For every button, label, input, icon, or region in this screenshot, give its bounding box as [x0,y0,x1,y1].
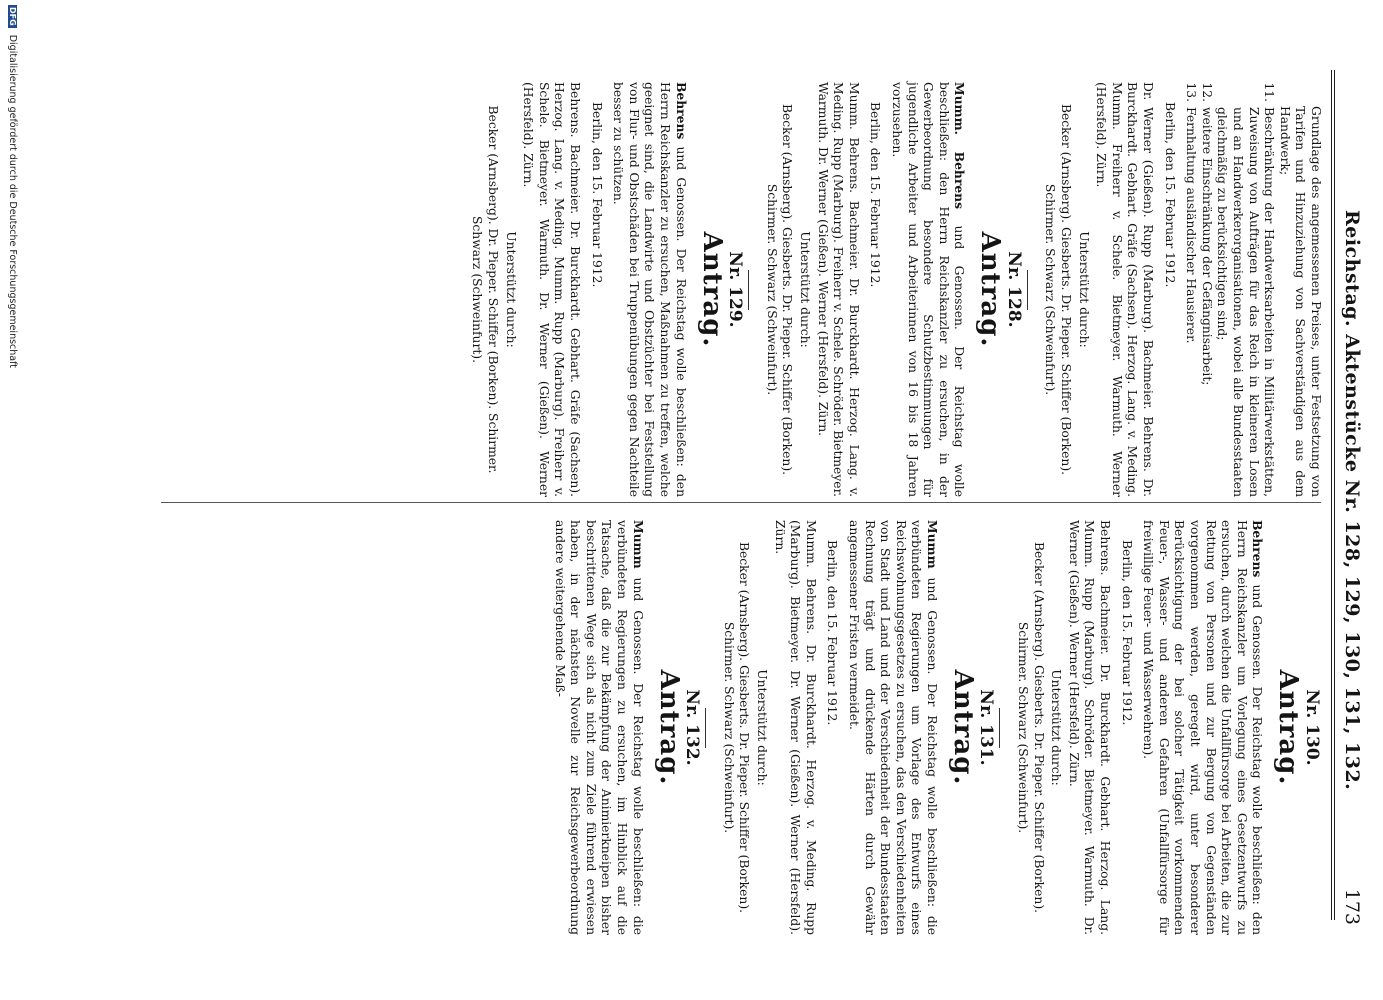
signers: Mumm. Behrens. Bachmeier. Dr. Burckhardt. Herzog. Lang. v. Meding. Rupp (Marburg). Freiherr v. Schele. Schröder. Bietmeyer. Warmuth. Dr. Werner (Gießen). Werner (Hersfeld). Zürn. [815,82,861,497]
signers: Mumm. Behrens. Dr. Burckhardt. Herzog. v. Meding. Rupp (Marburg). Bietmeyer. Dr. Werner (Gießen). Werner (Hersfeld). Zürn. [772,520,818,935]
antrag-number: Nr. 128. [1003,251,1024,328]
antrag-131-body: Mumm und Genossen. Der Reichstag wolle beschließen: die verbündeten Regierungen um Vorlage des Entwurfs eines Reichswohnungsgesetzes zu ersuchen, das den Verschiedenheiten von Stadt und Land und der Verschiedenheit der Bundesstaaten Rechnung trägt und drückende Härten durch Gewähr angemessener Fristen vermeidet. [846,520,940,935]
date-line: Berlin, den 15. Februar 1912. [868,102,883,288]
page-header [1339,70,1365,925]
supporters: Becker (Arnsberg). Giesberts. Dr. Pieper. Schiffer (Borken). Schirmer. Schwarz (Schweinfurt). [1016,541,1046,914]
antrag-number: Nr. 131. [976,689,997,766]
antrag-132-heading [654,520,707,935]
date-line: Berlin, den 15. Februar 1912. [825,540,840,726]
list-item: 13. Fernhaltung ausländischer Hausierer. [1184,82,1199,344]
left-column [467,82,1323,497]
antrag-number: Nr. 129. [725,251,746,328]
right-column [551,520,1323,935]
continuation-text: Grundlage des angemessenen Preises, unter Festsetzung von Tarifen und Hinzuziehung von Sachverständigen aus dem Handwerk; [1277,106,1323,497]
page-number: 173 [1341,888,1363,925]
supporters: Becker (Arnsberg). Giesberts. Dr. Pieper. Schiffer (Borken). Schirmer. Schwarz (Schweinfurt). [721,541,752,914]
antrag-title: Antrag. [975,231,1006,348]
running-title: Reichstag. Aktenstücke Nr. 128, 129, 130, 131, 132. [1341,210,1363,791]
antrag-129-heading [697,82,750,497]
supporters: Becker (Arnsberg). Giesberts. Dr. Pieper. Schiffer (Borken). Schirmer. Schwarz (Schweinfurt). [764,103,795,476]
antrag-130-heading [1273,520,1322,935]
antrag-132-body: Mumm und Genossen. Der Reichstag wolle beschließen: die verbündeten Regierungen zu ersuchen, im Hinblick auf die Tatsache, daß die zur Bekämpfung der Animierkneipen bisher beschrittenen Wege sich als nicht zum Ziele führend erwiesen haben, in der nächsten Novelle zur Reichsgewerbeordnung andere weitergehende Maß- [552,520,646,935]
signers: Behrens. Bachmeier. Dr. Burckhardt. Gebhart. Gräfe (Sachsen). Herzog. Lang. v. Meding. Mumm. Rupp (Marburg). Freiherr v. Schele. Bietmeyer. Warmuth. Dr. Werner (Gießen). Werner (Hersfeld). Zürn. [521,82,583,497]
antrag-131-heading [948,520,1001,935]
list-item: 12. weitere Einschränkung der Gefängnisarbeit; [1199,82,1214,386]
signers: Dr. Werner (Gießen). Rupp (Marburg). Bachmeier. Behrens. Dr. Burckhardt. Gebhart. Gräfe (Sachsen). Herzog. Lang. v. Meding. Mumm. Freiherr v. Schele. Bietmeyer. Warmuth. Werner (Hersfeld). Zürn. [1094,82,1156,497]
date-line: Berlin, den 15. Februar 1912. [589,102,604,288]
header-rule [1331,70,1335,920]
antrag-128-heading [975,82,1028,497]
dfg-logo: DFG [8,7,17,26]
supporters: Becker (Arnsberg). Giesberts. Dr. Pieper. Schiffer (Borken). Schirmer. Schwarz (Schweinfurt). [1043,103,1074,476]
antrag-title: Antrag. [696,231,727,348]
funding-credit [7,5,18,368]
credit-text: Digitalisierung gefördert durch die Deutsche Forschungsgemeinschaft [7,34,18,369]
antrag-130-body: Behrens und Genossen. Der Reichstag wolle beschließen: den Herrn Reichskanzler um Vorlegung eines Gesetzentwurfs zu ersuchen, durch welchen die Unfallfürsorge bei Arbeiten, die zur Rettung von Personen und zur Bergung von Gegenständen vorgenommen werden, geregelt wird, unter besonderer Berücksichtigung der bei solcher Tätigkeit vorkommenden Feuer-, Wasser- und anderen Gefahren (Unfallfürsorge für freiwillige Feuer- und Wasserwehren). [1141,520,1266,935]
supported-label: Unterstützt durch: [754,669,769,786]
list-item: 11. Beschränkung der Handwerksarbeiten in Militärwerkstätten, Zuweisung von Aufträgen für das Reich in kleineren Losen und an Handwerkerorganisationen, wobei alle Bundesstaaten gleichmäßig zu berücksichtigen sind; [1215,82,1277,497]
antrag-number: Nr. 130. [1302,689,1322,766]
supported-label: Unterstützt durch: [1076,231,1091,348]
antrag-128-body: Mumm. Behrens und Genossen. Der Reichstag wolle beschließen: den Herrn Reichskanzler zu ersuchen, in der Gewerbeordnung besondere Schutzbestimmungen für jugendliche Arbeiter und Arbeiterinnen von 16 bis 18 Jahren vorzusehen. [889,82,968,497]
date-line: Berlin, den 15. Februar 1912. [1119,540,1134,726]
antrag-129-body: Behrens und Genossen. Der Reichstag wolle beschließen: den Herrn Reichskanzler zu ersuchen, Maßnahmen zu treffen, welche geeignet sind, die Landwirte und Obstzüchter bei Feststellung von Flur- und Obstschäden bei Truppenübungen gegen Nachteile besser zu schützen. [611,82,689,497]
antrag-number: Nr. 132. [682,689,703,766]
antrag-title: Antrag. [947,669,978,786]
date-line: Berlin, den 15. Februar 1912. [1162,102,1177,288]
antrag-title: Antrag. [653,669,684,786]
supported-label: Unterstützt durch: [797,231,812,348]
supported-label: Unterstützt durch: [503,231,518,348]
supported-label: Unterstützt durch: [1049,669,1064,786]
supporters: Becker (Arnsberg). Dr. Pieper. Schiffer (Borken). Schirmer. Schwarz (Schweinfurt). [470,105,501,474]
column-divider [161,502,1321,503]
signers: Behrens. Bachmeier. Dr. Burckhardt. Gebhart. Herzog. Lang. Mumm. Rupp (Marburg). Schröder. Bietmeyer. Warmuth. Dr. Werner (Gießen). Werner (Hersfeld). Zürn. [1066,520,1113,935]
antrag-title: Antrag. [1273,669,1304,786]
